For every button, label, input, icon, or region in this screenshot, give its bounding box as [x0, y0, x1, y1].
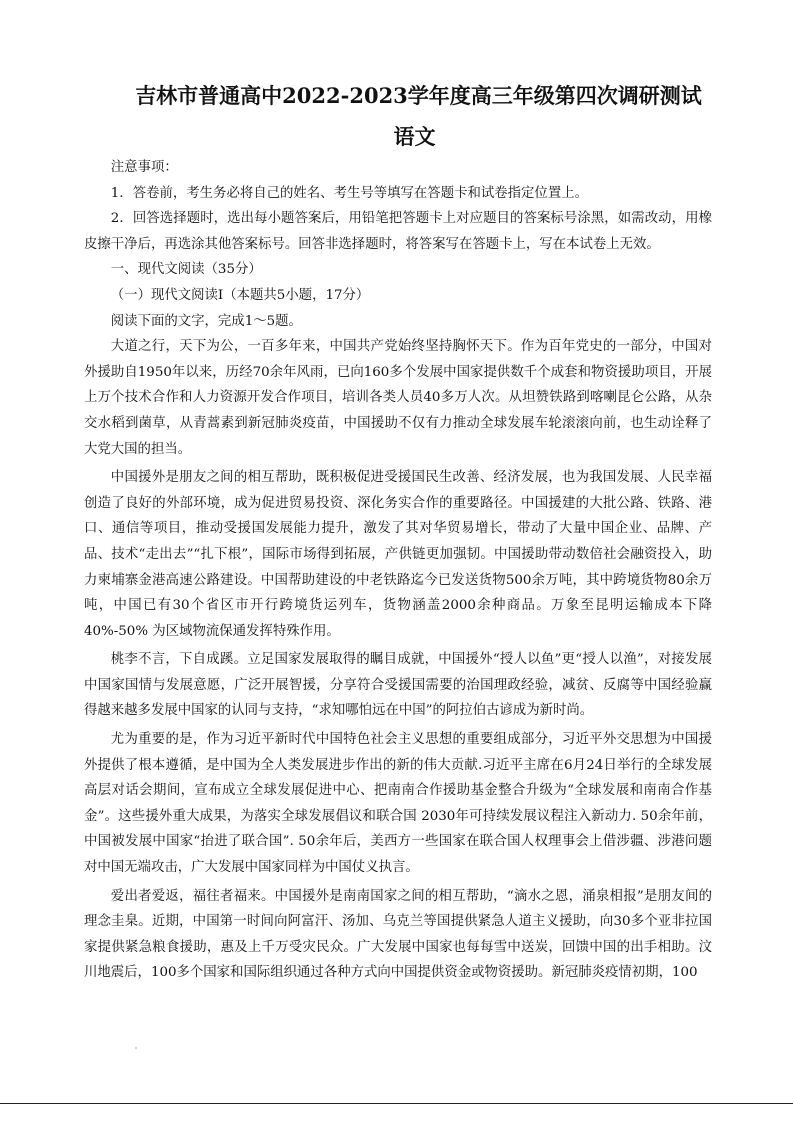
- article-paragraph-5: 爱出者爱返，福往者福来。中国援外是南南国家之间的相互帮助，“滴水之恩，涌泉相报”是朋友间的理念圭臬。近期，中国第一时间向阿富汗、汤加、乌克兰等国提供紧急人道主义援助，向30多个亚非拉国家提供紧急粮食援助，惠及上千万受灾民众。广大发展中国家也每每雪中送炭，回馈中国的出手相助。汶川地震后，100多个国家和国际组织通过各种方式向中国提供资金或物资援助。新冠肺炎疫情初期，100: [84, 888, 712, 981]
- notice-heading: 注意事项：: [110, 160, 178, 175]
- article-paragraph-4: 尤为重要的是，作为习近平新时代中国特色社会主义思想的重要组成部分，习近平外交思想为中国援外提供了根本遵循，是中国为全人类发展进步作出的新的伟大贡献.习近平主席在6月24日举行的全球发展高层对话会期间，宣布成立全球发展促进中心、把南南合作援助基金整合升级为“全球发展和南南合作基金”。这些援外重大成果，为落实全球发展倡议和联合国 2030年可持续发展议程注入新动力. 50余年前，中国被发展中国家“抬进了联合国”. 50余年后，美西方一些国家在联合国人权理事会上借涉疆、涉港问题对中国无端攻击，广大发展中国家同样为中国仗义执言。: [84, 732, 712, 876]
- article-paragraph-2: 中国援外是朋友之间的相互帮助，既积极促进受援国民生改善、经济发展，也为我国发展、人民幸福创造了良好的外部环境，成为促进贸易投资、深化务实合作的重要路径。中国援建的大批公路、铁路、港口、通信等项目，推动受援国发展能力提升，激发了其对华贸易增长，带动了大量中国企业、品牌、产品、技术“走出去”“扎下根”，国际市场得到拓展，产供链更加强韧。中国援助带动数倍社会融资投入，助力柬埔寨金港高速公路建设。中国帮助建设的中老铁路迄今已发送货物500余万吨，其中跨境货物80余万吨，中国已有30个省区市开行跨境货运列车，货物涵盖2000余种商品。万象至昆明运输成本下降 40%-50% 为区域物流保通发挥特殊作用。: [84, 470, 712, 639]
- scan-speck: [135, 1047, 137, 1049]
- notice-item-1: 1．答卷前，考生务必将自己的姓名、考生号等填写在答题卡和试卷指定位置上。: [110, 185, 588, 201]
- subject-title: 语文: [393, 124, 436, 149]
- exam-body: [84, 155, 712, 986]
- section-heading: 一、现代文阅读（35分）: [110, 262, 262, 278]
- section-subheading: （一）现代文阅读I（本题共5小题，17分）: [110, 287, 370, 303]
- page-bottom-rule: [0, 1103, 793, 1104]
- exam-title: 吉林市普通高中2022-2023学年度高三年级第四次调研测试: [135, 83, 702, 108]
- reading-instruction: 阅读下面的文字，完成1～5题。: [110, 313, 302, 329]
- article-paragraph-1: 大道之行，天下为公，一百多年来，中国共产党始终坚持胸怀天下。作为百年党史的一部分，中国对外援助自1950年以来，历经70余年风雨，已向160多个发展中国家提供数千个成套和物资援助项目，开展上万个技术合作和人力资源开发合作项目，培训各类人员40多万人次。从坦赞铁路到喀喇昆仑公路，从杂交水稻到菌草，从青蒿素到新冠肺炎疫苗，中国援助不仅有力推动全球发展车轮滚滚向前，也生动诠释了大党大国的担当。: [84, 339, 712, 457]
- article-paragraph-3: 桃李不言，下自成蹊。立足国家发展取得的瞩目成就，中国援外“授人以鱼”更“授人以渔”，对接发展中国家国情与发展意愿，广泛开展智援，分享符合受援国需要的治国理政经验，减贫、反腐等中国经验赢得越来越多发展中国家的认同与支持，“求知哪怕远在中国”的阿拉伯古谚成为新时尚。: [84, 652, 712, 719]
- notice-item-2: 2．回答选择题时，选出每小题答案后，用铅笔把答题卡上对应题目的答案标号涂黑，如需改动，用橡皮擦干净后，再选涂其他答案标号。回答非选择题时，将答案写在答题卡上，写在本试卷上无效。: [84, 211, 712, 252]
